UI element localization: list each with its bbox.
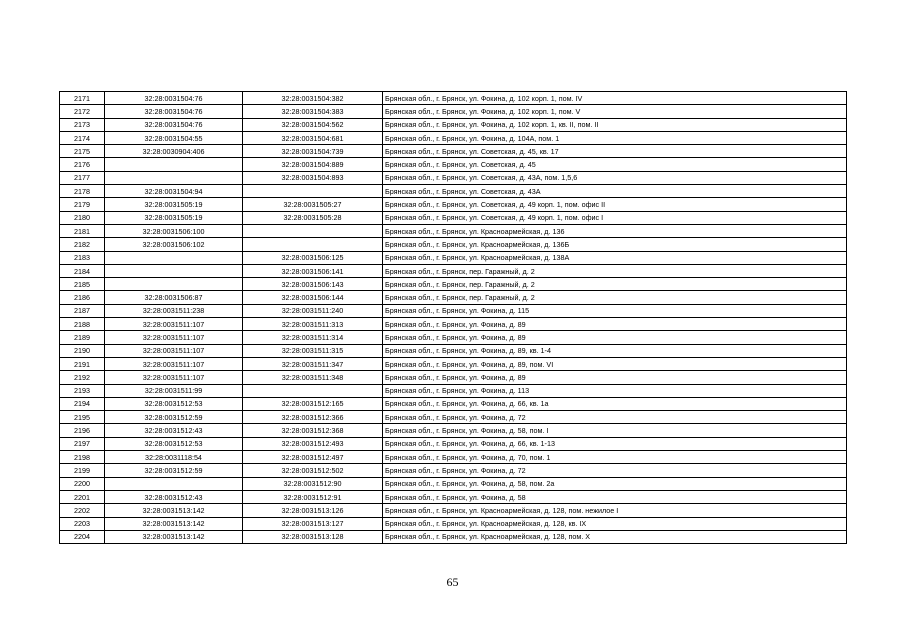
land-cadastral-number-cell: 32:28:0031505:19 bbox=[105, 211, 243, 224]
land-cadastral-number-cell: 32:28:0031504:76 bbox=[105, 118, 243, 131]
address-cell: Брянская обл., г. Брянск, пер. Гаражный, д. 2 bbox=[383, 278, 847, 291]
land-cadastral-number-cell bbox=[105, 278, 243, 291]
row-number-cell: 2183 bbox=[60, 251, 105, 264]
row-number-cell: 2174 bbox=[60, 131, 105, 144]
table-body bbox=[60, 92, 847, 544]
row-number-cell: 2173 bbox=[60, 118, 105, 131]
address-cell: Брянская обл., г. Брянск, ул. Советская, д. 45, кв. 17 bbox=[383, 145, 847, 158]
row-number-cell: 2201 bbox=[60, 490, 105, 503]
building-cadastral-number-cell: 32:28:0031512:165 bbox=[243, 397, 383, 410]
land-cadastral-number-cell: 32:28:0031512:53 bbox=[105, 397, 243, 410]
table-row bbox=[60, 490, 847, 503]
land-cadastral-number-cell: 32:28:0031512:53 bbox=[105, 437, 243, 450]
address-cell: Брянская обл., г. Брянск, ул. Фокина, д. 113 bbox=[383, 384, 847, 397]
building-cadastral-number-cell: 32:28:0031512:91 bbox=[243, 490, 383, 503]
land-cadastral-number-cell: 32:28:0031512:59 bbox=[105, 464, 243, 477]
land-cadastral-number-cell: 32:28:0031511:107 bbox=[105, 344, 243, 357]
row-number-cell: 2171 bbox=[60, 92, 105, 105]
table-row bbox=[60, 131, 847, 144]
building-cadastral-number-cell: 32:28:0031513:127 bbox=[243, 517, 383, 530]
table-row bbox=[60, 331, 847, 344]
building-cadastral-number-cell: 32:28:0031512:366 bbox=[243, 411, 383, 424]
land-cadastral-number-cell: 32:28:0031511:107 bbox=[105, 371, 243, 384]
address-cell: Брянская обл., г. Брянск, ул. Советская, д. 45 bbox=[383, 158, 847, 171]
table-row bbox=[60, 318, 847, 331]
row-number-cell: 2199 bbox=[60, 464, 105, 477]
row-number-cell: 2172 bbox=[60, 105, 105, 118]
land-cadastral-number-cell: 32:28:0031504:76 bbox=[105, 92, 243, 105]
table-row bbox=[60, 371, 847, 384]
table-row bbox=[60, 397, 847, 410]
building-cadastral-number-cell: 32:28:0031511:347 bbox=[243, 357, 383, 370]
address-cell: Брянская обл., г. Брянск, ул. Фокина, д. 58, пом. I bbox=[383, 424, 847, 437]
address-cell: Брянская обл., г. Брянск, ул. Фокина, д. 70, пом. 1 bbox=[383, 451, 847, 464]
land-cadastral-number-cell: 32:28:0031512:59 bbox=[105, 411, 243, 424]
land-cadastral-number-cell: 32:28:0031511:99 bbox=[105, 384, 243, 397]
land-cadastral-number-cell: 32:28:0031511:107 bbox=[105, 331, 243, 344]
building-cadastral-number-cell: 32:28:0031511:314 bbox=[243, 331, 383, 344]
land-cadastral-number-cell: 32:28:0031118:54 bbox=[105, 451, 243, 464]
address-cell: Брянская обл., г. Брянск, ул. Фокина, д. 89, пом. VI bbox=[383, 357, 847, 370]
table-row bbox=[60, 211, 847, 224]
land-cadastral-number-cell: 32:28:0031513:142 bbox=[105, 517, 243, 530]
address-cell: Брянская обл., г. Брянск, ул. Фокина, д. 72 bbox=[383, 464, 847, 477]
row-number-cell: 2182 bbox=[60, 238, 105, 251]
land-cadastral-number-cell: 32:28:0031513:142 bbox=[105, 504, 243, 517]
row-number-cell: 2195 bbox=[60, 411, 105, 424]
land-cadastral-number-cell bbox=[105, 477, 243, 490]
table-row bbox=[60, 437, 847, 450]
building-cadastral-number-cell: 32:28:0031505:28 bbox=[243, 211, 383, 224]
row-number-cell: 2181 bbox=[60, 224, 105, 237]
building-cadastral-number-cell: 32:28:0031511:240 bbox=[243, 304, 383, 317]
table-row bbox=[60, 304, 847, 317]
table-row bbox=[60, 384, 847, 397]
building-cadastral-number-cell: 32:28:0031512:90 bbox=[243, 477, 383, 490]
land-cadastral-number-cell bbox=[105, 171, 243, 184]
address-cell: Брянская обл., г. Брянск, ул. Фокина, д. 89 bbox=[383, 318, 847, 331]
land-cadastral-number-cell: 32:28:0031505:19 bbox=[105, 198, 243, 211]
row-number-cell: 2187 bbox=[60, 304, 105, 317]
building-cadastral-number-cell bbox=[243, 185, 383, 198]
address-cell: Брянская обл., г. Брянск, ул. Фокина, д. 66, кв. 1а bbox=[383, 397, 847, 410]
table-row bbox=[60, 198, 847, 211]
building-cadastral-number-cell: 32:28:0031511:315 bbox=[243, 344, 383, 357]
row-number-cell: 2178 bbox=[60, 185, 105, 198]
address-cell: Брянская обл., г. Брянск, ул. Красноармейская, д. 128, кв. IX bbox=[383, 517, 847, 530]
land-cadastral-number-cell: 32:28:0031506:87 bbox=[105, 291, 243, 304]
address-cell: Брянская обл., г. Брянск, ул. Фокина, д. 102 корп. 1, пом. V bbox=[383, 105, 847, 118]
table-row bbox=[60, 504, 847, 517]
building-cadastral-number-cell: 32:28:0031504:562 bbox=[243, 118, 383, 131]
table-row bbox=[60, 251, 847, 264]
row-number-cell: 2184 bbox=[60, 264, 105, 277]
land-cadastral-number-cell: 32:28:0031506:102 bbox=[105, 238, 243, 251]
row-number-cell: 2193 bbox=[60, 384, 105, 397]
row-number-cell: 2177 bbox=[60, 171, 105, 184]
address-cell: Брянская обл., г. Брянск, ул. Фокина, д. 89 bbox=[383, 331, 847, 344]
building-cadastral-number-cell: 32:28:0031506:144 bbox=[243, 291, 383, 304]
table-row bbox=[60, 464, 847, 477]
table-row bbox=[60, 92, 847, 105]
building-cadastral-number-cell: 32:28:0031512:368 bbox=[243, 424, 383, 437]
building-cadastral-number-cell: 32:28:0031512:502 bbox=[243, 464, 383, 477]
address-cell: Брянская обл., г. Брянск, пер. Гаражный, д. 2 bbox=[383, 264, 847, 277]
address-cell: Брянская обл., г. Брянск, ул. Советская, д. 49 корп. 1, пом. офис II bbox=[383, 198, 847, 211]
table-row bbox=[60, 238, 847, 251]
row-number-cell: 2191 bbox=[60, 357, 105, 370]
land-cadastral-number-cell: 32:28:0031504:55 bbox=[105, 131, 243, 144]
address-cell: Брянская обл., г. Брянск, ул. Фокина, д. 58 bbox=[383, 490, 847, 503]
cadastral-table bbox=[59, 91, 847, 544]
address-cell: Брянская обл., г. Брянск, ул. Фокина, д. 104А, пом. 1 bbox=[383, 131, 847, 144]
table-row bbox=[60, 158, 847, 171]
table-row bbox=[60, 530, 847, 543]
building-cadastral-number-cell bbox=[243, 224, 383, 237]
land-cadastral-number-cell: 32:28:0031512:43 bbox=[105, 424, 243, 437]
land-cadastral-number-cell: 32:28:0031512:43 bbox=[105, 490, 243, 503]
building-cadastral-number-cell: 32:28:0031511:348 bbox=[243, 371, 383, 384]
land-cadastral-number-cell bbox=[105, 158, 243, 171]
address-cell: Брянская обл., г. Брянск, ул. Фокина, д. 115 bbox=[383, 304, 847, 317]
building-cadastral-number-cell: 32:28:0031513:128 bbox=[243, 530, 383, 543]
table-row bbox=[60, 344, 847, 357]
building-cadastral-number-cell: 32:28:0031506:141 bbox=[243, 264, 383, 277]
building-cadastral-number-cell: 32:28:0031506:143 bbox=[243, 278, 383, 291]
land-cadastral-number-cell bbox=[105, 251, 243, 264]
row-number-cell: 2204 bbox=[60, 530, 105, 543]
address-cell: Брянская обл., г. Брянск, ул. Красноармейская, д. 136 bbox=[383, 224, 847, 237]
row-number-cell: 2176 bbox=[60, 158, 105, 171]
table-row bbox=[60, 118, 847, 131]
building-cadastral-number-cell: 32:28:0031505:27 bbox=[243, 198, 383, 211]
address-cell: Брянская обл., г. Брянск, ул. Фокина, д. 102 корп. 1, пом. IV bbox=[383, 92, 847, 105]
table-row bbox=[60, 451, 847, 464]
table-row bbox=[60, 424, 847, 437]
table-row bbox=[60, 105, 847, 118]
row-number-cell: 2189 bbox=[60, 331, 105, 344]
address-cell: Брянская обл., г. Брянск, ул. Красноармейская, д. 128, пом. X bbox=[383, 530, 847, 543]
address-cell: Брянская обл., г. Брянск, ул. Фокина, д. 89 bbox=[383, 371, 847, 384]
address-cell: Брянская обл., г. Брянск, ул. Красноармейская, д. 128, пом. нежилое I bbox=[383, 504, 847, 517]
land-cadastral-number-cell: 32:28:0031513:142 bbox=[105, 530, 243, 543]
table-row bbox=[60, 224, 847, 237]
row-number-cell: 2197 bbox=[60, 437, 105, 450]
address-cell: Брянская обл., г. Брянск, ул. Советская, д. 49 корп. 1, пом. офис I bbox=[383, 211, 847, 224]
land-cadastral-number-cell: 32:28:0031504:76 bbox=[105, 105, 243, 118]
row-number-cell: 2175 bbox=[60, 145, 105, 158]
land-cadastral-number-cell bbox=[105, 264, 243, 277]
building-cadastral-number-cell bbox=[243, 238, 383, 251]
page-number: 65 bbox=[446, 575, 459, 589]
table-row bbox=[60, 411, 847, 424]
address-cell: Брянская обл., г. Брянск, ул. Фокина, д. 66, кв. 1-13 bbox=[383, 437, 847, 450]
building-cadastral-number-cell: 32:28:0031512:497 bbox=[243, 451, 383, 464]
table-row bbox=[60, 291, 847, 304]
table-row bbox=[60, 145, 847, 158]
address-cell: Брянская обл., г. Брянск, ул. Советская, д. 43А bbox=[383, 185, 847, 198]
land-cadastral-number-cell: 32:28:0030904:406 bbox=[105, 145, 243, 158]
building-cadastral-number-cell bbox=[243, 384, 383, 397]
address-cell: Брянская обл., г. Брянск, ул. Фокина, д. 102 корп. 1, кв. II, пом. II bbox=[383, 118, 847, 131]
table-row bbox=[60, 264, 847, 277]
row-number-cell: 2185 bbox=[60, 278, 105, 291]
row-number-cell: 2192 bbox=[60, 371, 105, 384]
row-number-cell: 2203 bbox=[60, 517, 105, 530]
address-cell: Брянская обл., г. Брянск, ул. Фокина, д. 89, кв. 1-4 bbox=[383, 344, 847, 357]
building-cadastral-number-cell: 32:28:0031504:383 bbox=[243, 105, 383, 118]
table-row bbox=[60, 477, 847, 490]
row-number-cell: 2179 bbox=[60, 198, 105, 211]
address-cell: Брянская обл., г. Брянск, пер. Гаражный, д. 2 bbox=[383, 291, 847, 304]
building-cadastral-number-cell: 32:28:0031504:382 bbox=[243, 92, 383, 105]
table-row bbox=[60, 171, 847, 184]
land-cadastral-number-cell: 32:28:0031506:100 bbox=[105, 224, 243, 237]
building-cadastral-number-cell: 32:28:0031512:493 bbox=[243, 437, 383, 450]
address-cell: Брянская обл., г. Брянск, ул. Красноармейская, д. 138А bbox=[383, 251, 847, 264]
row-number-cell: 2188 bbox=[60, 318, 105, 331]
building-cadastral-number-cell: 32:28:0031504:681 bbox=[243, 131, 383, 144]
row-number-cell: 2202 bbox=[60, 504, 105, 517]
building-cadastral-number-cell: 32:28:0031504:739 bbox=[243, 145, 383, 158]
row-number-cell: 2180 bbox=[60, 211, 105, 224]
row-number-cell: 2194 bbox=[60, 397, 105, 410]
address-cell: Брянская обл., г. Брянск, ул. Советская, д. 43А, пом. 1,5,6 bbox=[383, 171, 847, 184]
address-cell: Брянская обл., г. Брянск, ул. Красноармейская, д. 136Б bbox=[383, 238, 847, 251]
building-cadastral-number-cell: 32:28:0031513:126 bbox=[243, 504, 383, 517]
row-number-cell: 2186 bbox=[60, 291, 105, 304]
land-cadastral-number-cell: 32:28:0031511:107 bbox=[105, 318, 243, 331]
row-number-cell: 2196 bbox=[60, 424, 105, 437]
building-cadastral-number-cell: 32:28:0031511:313 bbox=[243, 318, 383, 331]
table-row bbox=[60, 185, 847, 198]
building-cadastral-number-cell: 32:28:0031506:125 bbox=[243, 251, 383, 264]
address-cell: Брянская обл., г. Брянск, ул. Фокина, д. 58, пом. 2а bbox=[383, 477, 847, 490]
land-cadastral-number-cell: 32:28:0031511:238 bbox=[105, 304, 243, 317]
land-cadastral-number-cell: 32:28:0031504:94 bbox=[105, 185, 243, 198]
table-row bbox=[60, 278, 847, 291]
land-cadastral-number-cell: 32:28:0031511:107 bbox=[105, 357, 243, 370]
row-number-cell: 2200 bbox=[60, 477, 105, 490]
building-cadastral-number-cell: 32:28:0031504:893 bbox=[243, 171, 383, 184]
building-cadastral-number-cell: 32:28:0031504:889 bbox=[243, 158, 383, 171]
table-row bbox=[60, 357, 847, 370]
row-number-cell: 2198 bbox=[60, 451, 105, 464]
address-cell: Брянская обл., г. Брянск, ул. Фокина, д. 72 bbox=[383, 411, 847, 424]
table-row bbox=[60, 517, 847, 530]
row-number-cell: 2190 bbox=[60, 344, 105, 357]
